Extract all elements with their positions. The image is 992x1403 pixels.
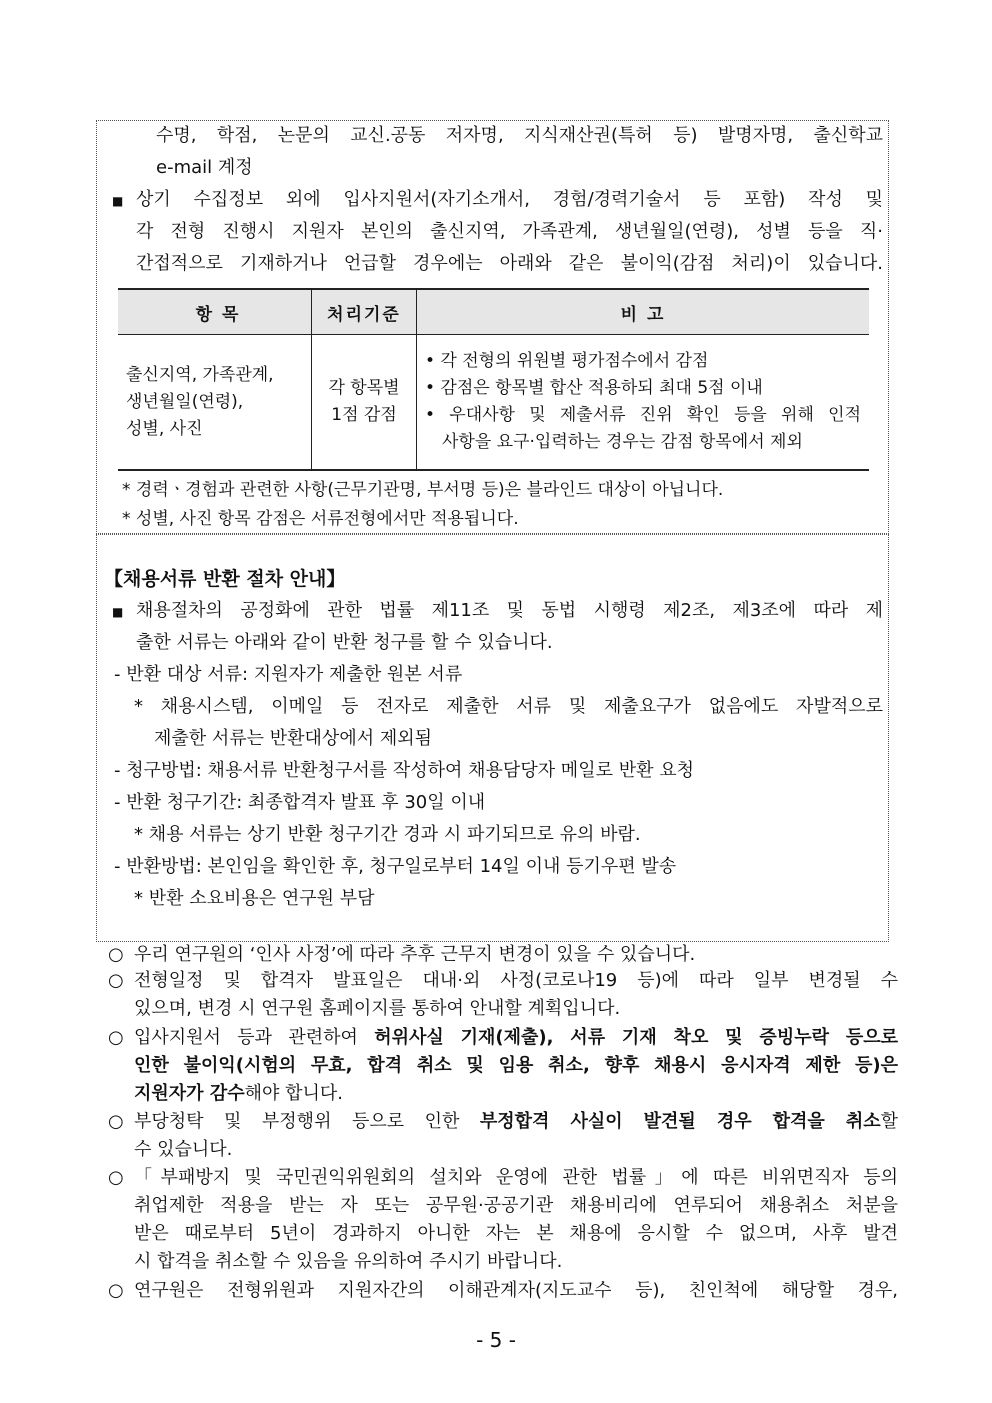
circle-bullet-icon: ○ xyxy=(108,1111,124,1132)
penalty-criteria-table xyxy=(118,288,869,471)
return-intro-line: 채용절차의 공정화에 관한 법률 제11조 및 동법 시행령 제2조, 제3조에 따라 제 xyxy=(136,600,883,621)
criteria-line: 각 항목별 xyxy=(328,378,400,398)
criteria-line: 1점 감점 xyxy=(331,405,397,425)
remark-line: • 각 전형의 위원별 평가점수에서 감점 xyxy=(425,351,709,371)
section-title: 【채용서류 반환 절차 안내】 xyxy=(104,568,346,590)
penalty-bullet-line: 간접적으로 기재하거나 언급할 경우에는 아래와 같은 불이익(감점 처리)이 있습니다. xyxy=(136,253,883,274)
note-text: 입사지원서 등과 관련하여 xyxy=(134,1027,375,1048)
column-header: 비 고 xyxy=(417,289,870,335)
return-item: - 반환 대상 서류: 지원자가 제출한 원본 서류 xyxy=(114,664,463,685)
note-line: 수 있습니다. xyxy=(134,1139,233,1160)
note-text: 부당청탁 및 부정행위 등으로 인한 xyxy=(134,1111,480,1132)
remark-line: • 우대사항 및 제출서류 진위 확인 등을 위해 인적 xyxy=(425,405,861,425)
column-header: 처리기준 xyxy=(312,289,417,335)
note-emphasis: 인한 불이익(시험의 무효, 합격 취소 및 임용 취소, 향후 채용시 응시자격 제한 등)은 xyxy=(134,1055,898,1076)
criteria-cell xyxy=(312,335,417,471)
note-line: 「부패방지 및 국민권익위원회의 설치와 운영에 관한 법률」에 따른 비위면직자 등의 xyxy=(134,1167,898,1188)
penalty-bullet-line: 각 전형 진행시 지원자 본인의 출신지역, 가족관계, 생년월일(연령), 성별 등을 직· xyxy=(136,221,883,242)
remark-line: • 감점은 항목별 합산 적용하되 최대 5점 이내 xyxy=(425,378,763,398)
return-item: - 청구방법: 채용서류 반환청구서를 작성하여 채용담당자 메일로 반환 요청 xyxy=(114,760,694,781)
table-header-row xyxy=(118,289,869,335)
circle-bullet-icon: ○ xyxy=(108,1167,124,1188)
footnote: * 경력ㆍ경험과 관련한 사항(근무기관명, 부서명 등)은 블라인드 대상이 아닙니다. xyxy=(122,480,724,500)
note-line: 취업제한 적용을 받는 자 또는 공무원·공공기관 채용비리에 연루되어 채용취소 처분을 xyxy=(134,1195,898,1216)
note-emphasis: 지원자가 감수 xyxy=(134,1083,245,1104)
return-subitem: * 채용시스템, 이메일 등 전자로 제출한 서류 및 제출요구가 없음에도 자발적으로 xyxy=(134,696,883,717)
return-item: - 반환방법: 본인임을 확인한 후, 청구일로부터 14일 이내 등기우편 발송 xyxy=(114,856,677,877)
note-emphasis: 부정합격 사실이 발견될 경우 합격을 취소 xyxy=(479,1111,881,1132)
column-header: 항 목 xyxy=(118,289,312,335)
return-subitem: * 반환 소요비용은 연구원 부담 xyxy=(134,888,375,909)
return-subitem: * 채용 서류는 상기 반환 청구기간 경과 시 파기되므로 유의 바람. xyxy=(134,824,641,845)
remark-line: 사항을 요구·입력하는 경우는 감점 항목에서 제외 xyxy=(442,432,803,452)
note-line xyxy=(134,1109,898,1135)
circle-bullet-icon: ○ xyxy=(108,1280,124,1301)
item-line: 출신지역, 가족관계, xyxy=(126,364,274,385)
return-intro-line: 출한 서류는 아래와 같이 반환 청구를 할 수 있습니다. xyxy=(136,632,553,653)
note-line: 연구원은 전형위원과 지원자간의 이해관계자(지도교수 등), 친인척에 해당할 경우, xyxy=(134,1280,898,1301)
note-line xyxy=(134,1081,343,1107)
square-bullet-icon: ■ xyxy=(112,194,124,208)
item-line: 생년월일(연령), xyxy=(126,391,244,412)
continued-line-1: 수명, 학점, 논문의 교신.공동 저자명, 지식재산권(특허 등) 발명자명, 출신학교 xyxy=(156,125,883,146)
note-text: 해야 합니다. xyxy=(244,1083,343,1104)
note-line: 전형일정 및 합격자 발표일은 대내·외 사정(코로나19 등)에 따라 일부 변경될 수 xyxy=(134,970,898,991)
note-line: 시 합격을 취소할 수 있음을 유의하여 주시기 바랍니다. xyxy=(134,1251,563,1272)
return-item: - 반환 청구기간: 최종합격자 발표 후 30일 이내 xyxy=(114,792,486,813)
item-cell xyxy=(118,335,312,471)
circle-bullet-icon: ○ xyxy=(108,1027,124,1048)
square-bullet-icon: ■ xyxy=(112,605,124,619)
table-row xyxy=(118,335,869,471)
note-text: 할 xyxy=(880,1111,898,1132)
footnote: * 성별, 사진 항목 감점은 서류전형에서만 적용됩니다. xyxy=(122,509,519,529)
note-emphasis: 허위사실 기재(제출), 서류 기재 착오 및 증빙누락 등으로 xyxy=(374,1027,898,1048)
circle-bullet-icon: ○ xyxy=(108,970,124,991)
note-line xyxy=(134,1025,898,1051)
note-line: 받은 때로부터 5년이 경과하지 아니한 자는 본 채용에 응시할 수 없으며, 사후 발견 xyxy=(134,1223,898,1244)
note-line: 우리 연구원의 ‘인사 사정’에 따라 추후 근무지 변경이 있을 수 있습니다. xyxy=(134,944,696,965)
circle-bullet-icon: ○ xyxy=(108,944,124,965)
continued-line-2: e-mail 계정 xyxy=(156,157,253,178)
page-number: - 5 - xyxy=(476,1328,516,1352)
item-line: 성별, 사진 xyxy=(126,418,203,439)
remarks-cell xyxy=(417,335,870,471)
penalty-bullet-line: 상기 수집정보 외에 입사지원서(자기소개서, 경험/경력기술서 등 포함) 작성 및 xyxy=(136,189,883,210)
return-subitem: 제출한 서류는 반환대상에서 제외됨 xyxy=(154,728,432,749)
note-line: 있으며, 변경 시 연구원 홈페이지를 통하여 안내할 계획입니다. xyxy=(134,998,621,1019)
